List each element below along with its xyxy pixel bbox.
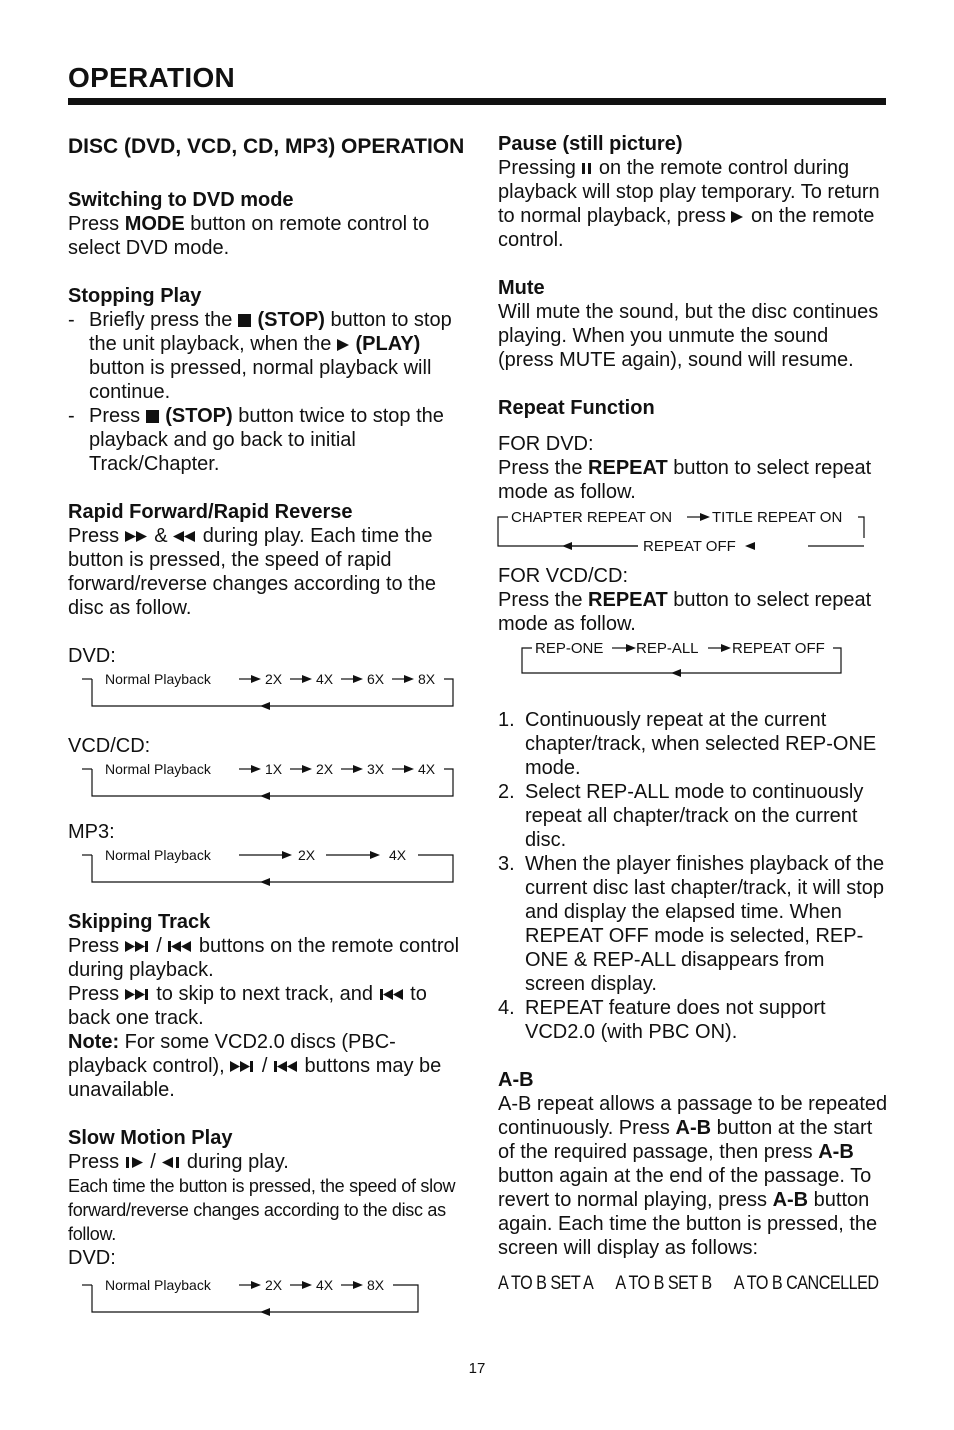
mute-section [498,276,888,372]
diagram-step: 4X [316,1277,334,1293]
skipping-heading: Skipping Track [68,911,211,933]
slow-reverse-icon [161,1156,181,1169]
diagram-label: DVD: [68,645,116,667]
diagram-step: Normal Playback [105,1277,211,1293]
pause-section [498,132,888,252]
repeat-section [498,396,888,1044]
list-item: 3. When the player finishes playback of the current disc last chapter/track, it will stop and display the elapsed time. When REPEAT OFF mode is selected, REP-ONE & REP-ALL disappears from screen display. [498,853,885,995]
diagram-step: 4X [389,847,407,863]
previous-track-icon [167,940,193,953]
rapid-heading: Rapid Forward/Rapid Reverse [68,501,353,523]
skipping-section [68,910,468,1102]
pause-heading: Pause (still picture) [498,133,683,155]
slow-section [68,1126,468,1316]
diagram-step: 2X [298,847,316,863]
diagram-step: CHAPTER REPEAT ON [511,509,673,526]
list-item: 2. Select REP-ALL mode to continuously repeat all chapter/track on the current disc. [498,781,864,851]
rapid-mp3-diagram [68,846,468,886]
diagram-step: Normal Playback [105,671,211,687]
repeat-heading: Repeat Function [498,397,655,419]
ab-display-text: A TO B SET B [615,1273,712,1294]
ab-display-row [498,1272,879,1296]
page-title: OPERATION [68,62,236,93]
mute-heading: Mute [498,277,545,299]
ab-section [498,1068,888,1296]
rapid-section [68,500,468,886]
diagram-step: 4X [418,761,436,777]
section-title: DISC (DVD, VCD, CD, MP3) OPERATION [68,135,465,158]
switching-text: Press MODE button on remote control to select DVD mode. [68,213,430,259]
page-number: 17 [468,1360,486,1377]
diagram-step: 1X [265,761,283,777]
diagram-step: 8X [367,1277,385,1293]
diagram-step: REPEAT OFF [732,640,825,657]
header-rule [68,98,886,105]
repeat-vcd-text: Press the REPEAT button to select repeat mode as follow. [498,589,872,635]
slow-small-text: Each time the button is pressed, the speed of slow forward/reverse changes according to the disc as follow. [68,1176,456,1244]
left-column [68,132,468,1340]
ab-display-text: A TO B SET A [498,1273,594,1294]
slow-text: Press / during play. [68,1151,289,1173]
ab-display-text: A TO B CANCELLED [733,1273,879,1294]
right-column [498,132,888,1320]
diagram-step: 6X [367,671,385,687]
diagram-step: Normal Playback [105,847,211,863]
diagram-label: MP3: [68,821,115,843]
diagram-label: VCD/CD: [68,735,151,757]
next-track-icon [125,940,151,953]
mute-text: Will mute the sound, but the disc continues playing. When you unmute the sound (press MUTE again), sound will resume. [498,301,879,371]
stop-icon [146,410,160,424]
diagram-step: 3X [367,761,385,777]
play-icon [337,338,350,352]
diagram-step: TITLE REPEAT ON [712,509,843,526]
diagram-step: REP-ONE [535,640,604,657]
next-track-icon [125,988,151,1001]
repeat-dvd-label: FOR DVD: [498,433,594,455]
slow-forward-icon [125,1156,145,1169]
fast-reverse-icon [173,530,197,543]
list-item: 4. REPEAT feature does not support VCD2.0 (with PBC ON). [498,997,826,1043]
stopping-item: - Briefly press the (STOP) button to stop the unit playback, when the (PLAY) button is pressed, normal playback will continue. [68,308,468,404]
next-track-icon [230,1060,256,1073]
list-item: 1. Continuously repeat at the current chapter/track, when selected REP-ONE mode. [498,709,877,779]
slow-heading: Slow Motion Play [68,1127,233,1149]
stopping-item: - Press (STOP) button twice to stop the playback and go back to initial Track/Chapter. [68,404,468,476]
switching-heading: Switching to DVD mode [68,189,294,211]
diagram-step: REPEAT OFF [643,538,736,555]
pause-text: Pressing on the remote control during playback will stop play temporary. To return to normal playback, press on the remote control. [498,157,880,251]
diagram-step: 8X [418,671,436,687]
stopping-section [68,284,468,476]
diagram-step: 2X [316,761,334,777]
diagram-step: 2X [265,671,283,687]
previous-track-icon [273,1060,299,1073]
repeat-notes-list [498,708,888,1044]
rapid-dvd-diagram [68,670,468,710]
page-header [68,62,886,94]
diagram-label: DVD: [68,1247,116,1269]
play-icon [731,210,745,224]
skipping-note: Note: For some VCD2.0 discs (PBC-playback control), / buttons may be unavailable. [68,1031,442,1101]
pause-icon [581,162,593,175]
diagram-step: REP-ALL [636,640,699,657]
ab-text: A-B repeat allows a passage to be repeated continuously. Press A-B button at the start of the required passage, then press A-B button again at the end of the passage. To revert to normal playing, press A-B button again. Each time the button is pressed, the screen will display as follows: [498,1093,888,1259]
fast-forward-icon [125,530,149,543]
skipping-text: Press / buttons on the remote control during playback. [68,935,460,981]
repeat-dvd-text: Press the REPEAT button to select repeat mode as follow. [498,457,872,503]
repeat-dvd-diagram [498,506,888,554]
diagram-step: 2X [265,1277,283,1293]
repeat-vcd-label: FOR VCD/CD: [498,565,628,587]
repeat-vcd-diagram [498,638,888,678]
diagram-step: 4X [316,671,334,687]
stopping-heading: Stopping Play [68,285,202,307]
previous-track-icon [379,988,405,1001]
stop-icon [238,314,252,328]
skipping-text: Press to skip to next track, and to back one track. [68,983,427,1029]
diagram-step: Normal Playback [105,761,211,777]
rapid-vcd-diagram [68,760,468,800]
slow-dvd-diagram [68,1276,468,1316]
switching-section [68,188,468,260]
rapid-text: Press & during play. Each time the button is pressed, the speed of rapid forward/reverse changes according to the disc as follow. [68,525,436,619]
ab-heading: A-B [498,1069,534,1091]
